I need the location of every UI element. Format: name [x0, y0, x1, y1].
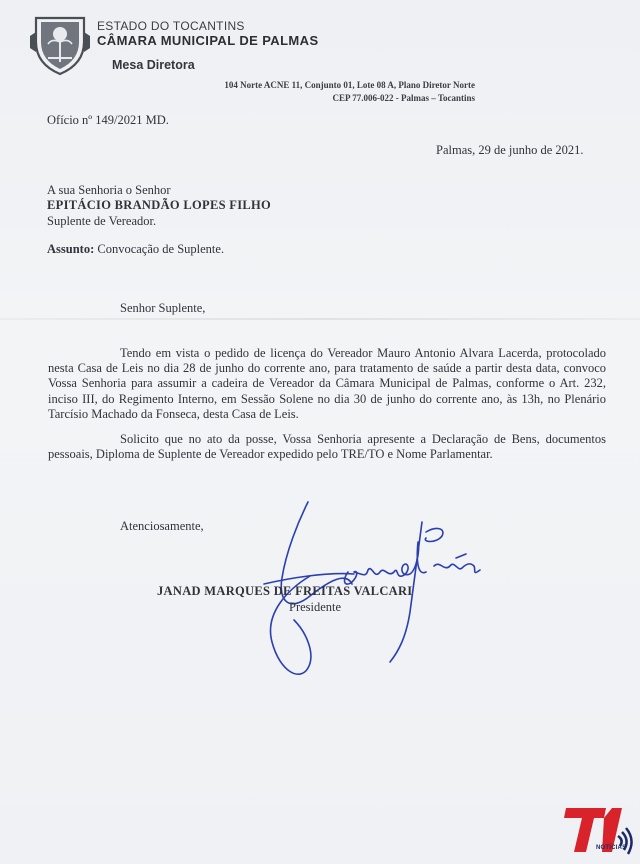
address-block [165, 79, 475, 105]
recipient-title: Suplente de Vereador. [47, 214, 157, 228]
reference-number: Ofício nº 149/2021 MD. [47, 113, 169, 127]
coat-of-arms-icon [28, 12, 92, 78]
subject-text: Convocação de Suplente. [97, 242, 225, 256]
salutation: Senhor Suplente, [120, 301, 206, 315]
closing: Atenciosamente, [120, 519, 204, 533]
logo-subbrand: NOTÍCIAS [596, 845, 627, 851]
address-line-1: 104 Norte ACNE 11, Conjunto 01, Lote 08 A, Plano Diretor Norte [224, 80, 475, 90]
state-name: ESTADO DO TOCANTINS [97, 19, 245, 33]
letter-date: Palmas, 29 de junho de 2021. [436, 143, 584, 157]
recipient-name: EPITÁCIO BRANDÃO LOPES FILHO [47, 198, 272, 212]
recipient-intro: A sua Senhoria o Senhor [47, 183, 171, 197]
subject-label: Assunto: [47, 242, 95, 256]
address-line-2: CEP 77.006-022 - Palmas – Tocantins [332, 93, 475, 103]
body-paragraph-1: Tendo em vista o pedido de licença do Vereador Mauro Antonio Alvara Lacerda, protocolado nesta Casa de Leis no dia 28 de junho do corrente ano, para tratamento de saúde a partir desta data, convoco Vossa Senhoria para assumir a cadeira de Vereador da Câmara Municipal de Palmas, conforme o Art. 232, inciso III, do Regimento Interno, em Sessão Solene no dia 30 de junho do corrente ano, às 13h, no Plenário Tarcísio Machado da Fonseca, desta Casa de Leis. [48, 346, 606, 421]
paper-fold [0, 318, 640, 320]
board-name: Mesa Diretora [112, 58, 195, 72]
signer-name: JANAD MARQUES DE FREITAS VALCARI [157, 584, 413, 598]
subject-line [47, 241, 224, 257]
body-paragraph-2: Solicito que no ato da posse, Vossa Senhoria apresente a Declaração de Bens, documentos pessoais, Diploma de Suplente de Vereador expedido pelo TRE/TO e Nome Parlamentar. [48, 432, 606, 462]
signer-role: Presidente [289, 600, 342, 614]
chamber-name: CÂMARA MUNICIPAL DE PALMAS [97, 33, 319, 48]
